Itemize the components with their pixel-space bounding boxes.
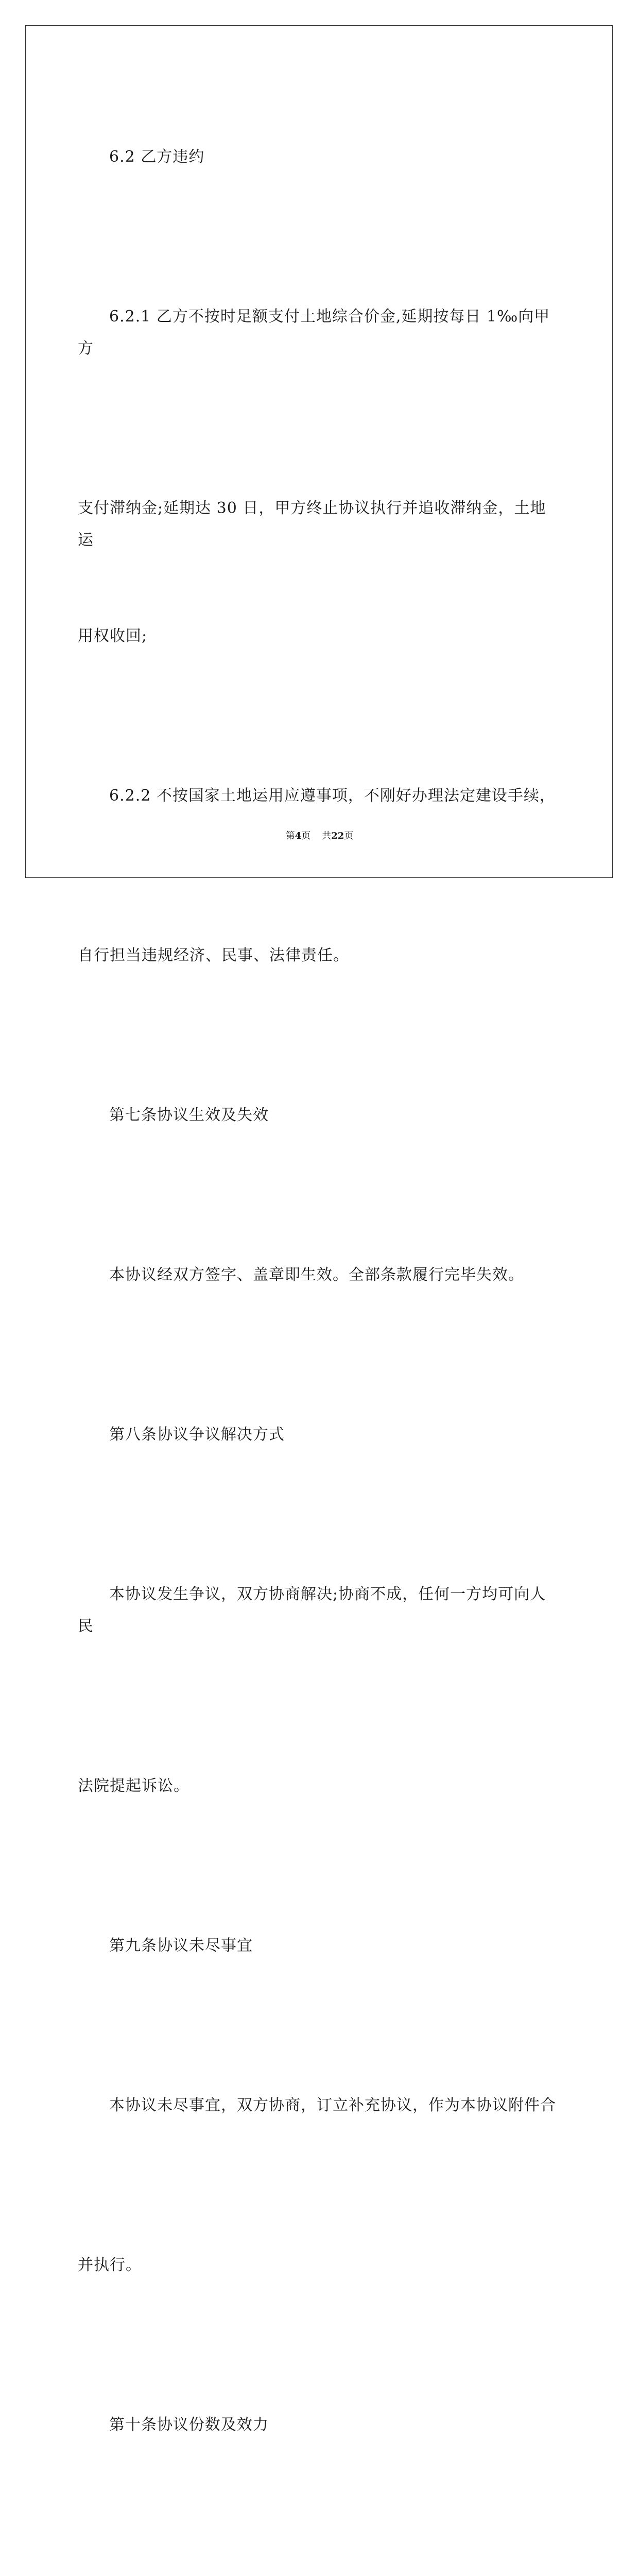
- text-line: 本协议未尽事宜，双方协商，订立补充协议，作为本协议附件合: [109, 2096, 556, 2114]
- article-9-body: [78, 2026, 562, 2185]
- article-7-body: [78, 1195, 562, 1355]
- text-line: 并执行。: [78, 2256, 142, 2274]
- text-line: 支付滞纳金;延期达 30 日，甲方终止协议执行并追收滞纳金，土地运: [78, 499, 546, 549]
- total-pages: 22: [331, 831, 344, 841]
- clause-6-2-2-cont: [78, 876, 562, 1036]
- text-line: 第十条协议份数及效力: [109, 2416, 269, 2434]
- article-10-heading: [78, 2345, 562, 2505]
- text-line: 自行担当违规经济、民事、法律责任。: [78, 946, 349, 964]
- article-8-heading: [78, 1355, 562, 1515]
- text-line: 本协议经双方签字、盖章即生效。全部条款履行完毕失效。: [109, 1266, 524, 1284]
- text-line: [78, 2569, 562, 2576]
- text-line: 6.2.2 不按国家土地运用应遵事项，不刚好办理法定建设手续，: [109, 787, 556, 805]
- article-9-body-cont: [78, 2185, 562, 2345]
- section-heading-6-2: [78, 77, 562, 237]
- article-10-body: [78, 2505, 562, 2576]
- article-7-heading: [78, 1036, 562, 1195]
- clause-6-2-2: [78, 716, 562, 876]
- article-9-heading: [78, 1866, 562, 2026]
- clause-6-2-1-cont: [78, 429, 562, 716]
- article-8-body: [78, 1515, 562, 1706]
- total-prefix: 共: [322, 831, 332, 841]
- total-suffix: 页: [344, 831, 354, 841]
- document-body: [78, 77, 562, 2576]
- text-line: 法院提起诉讼。: [78, 1777, 189, 1795]
- text-line: 本协议发生争议，双方协商解决;协商不成，任何一方均可向人民: [78, 1585, 546, 1635]
- text-line: 第八条协议争议解决方式: [109, 1426, 285, 1444]
- page-footer: [0, 828, 639, 842]
- text-line: 6.2 乙方违约: [109, 148, 205, 166]
- text-line: 第七条协议生效及失效: [109, 1106, 269, 1124]
- page-number: 4: [295, 831, 302, 841]
- article-8-body-cont: [78, 1706, 562, 1866]
- clause-6-2-1: [78, 237, 562, 429]
- page-prefix: 第: [285, 831, 295, 841]
- text-line: 第九条协议未尽事宜: [109, 1937, 253, 1955]
- page-suffix: 页: [301, 831, 311, 841]
- text-line: 用权收回;: [78, 627, 148, 645]
- text-line: 6.2.1 乙方不按时足额支付土地综合价金,延期按每日 1‰向甲方: [78, 308, 550, 358]
